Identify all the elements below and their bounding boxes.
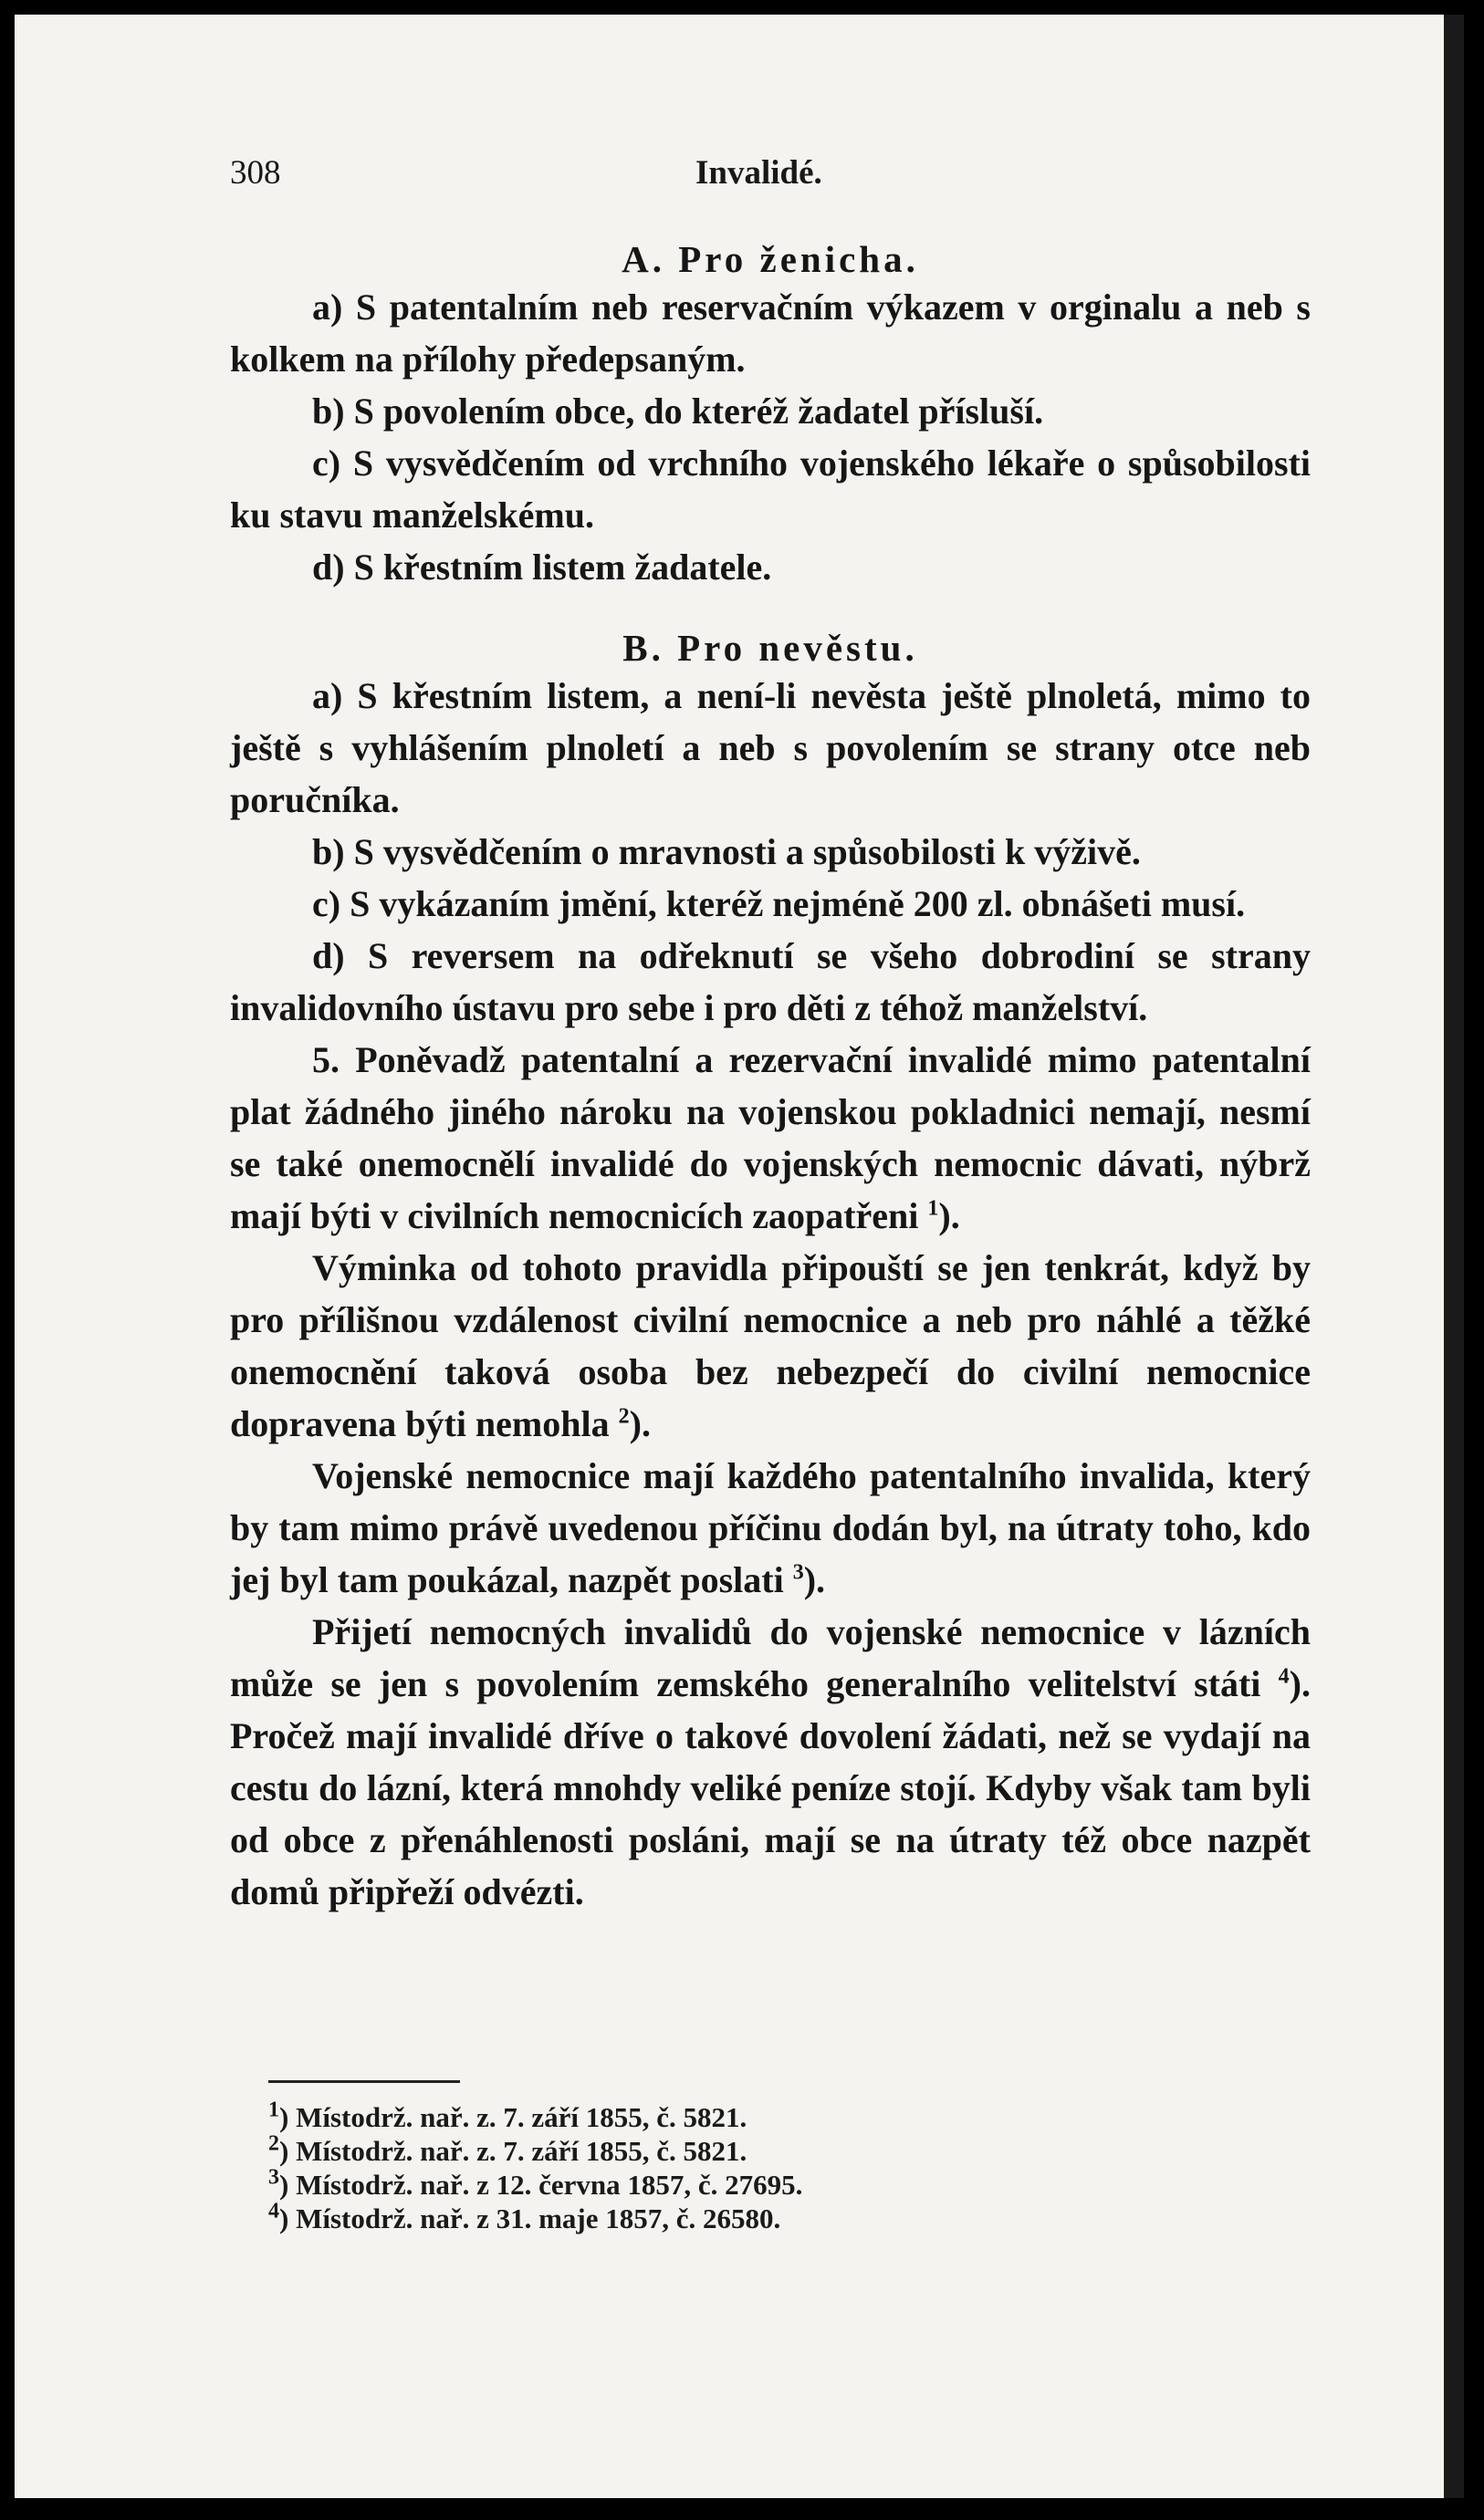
paragraph-tail: ). Pročež mají invalidé dříve o takové dovolení žádati, než se vydají na cestu do lázní, která mnohdy veliké peníze stojí. Kdyby však tam byli od obce z přenáhlenosti posláni, mají se na útraty též obce nazpět domů připřeží odvézti. [230, 1663, 1311, 1912]
footnote-item [268, 2165, 1090, 2202]
footnote-text: ) Místodrž. nař. z 12. června 1857, č. 27695. [279, 2169, 803, 2201]
section-gap [230, 593, 1311, 626]
page-number: 308 [230, 154, 281, 192]
footnote-ref: 4 [1278, 1664, 1290, 1689]
paragraph-text: Výminka od tohoto pravidla připouští se jen tenkrát, když by pro přílišnou vzdálenost civilní nemocnice a neb pro náhlé a těžké onemocnění taková osoba bez nebezpečí do civilní nemocnice dopravena býti nemohla [230, 1247, 1311, 1444]
section-a-item-b: b) S povolením obce, do kteréž žadatel přísluší. [312, 390, 1044, 432]
paragraph-text: Přijetí nemocných invalidů do vojenské nemocnice v lázních může se jen s povolením zemského generalního velitelství státi [230, 1611, 1311, 1704]
footnote-mark: 1 [268, 2098, 279, 2122]
footnotes [268, 2100, 1090, 2235]
section-b-item-b: b) S vysvědčením o mravnosti a spůsobilosti k výživě. [312, 831, 1141, 872]
section-b-item-c: c) S vykázaním jmění, kteréž nejméně 200 zl. obnášeti musí. [312, 883, 1246, 924]
section-b-item-a: a) S křestním listem, a není-li nevěsta ještě plnoletá, mimo to ještě s vyhlášením plnoletí a neb s povolením se strany otce neb poručníka. [230, 675, 1311, 820]
footnote-item [268, 2100, 1090, 2134]
footnote-item [268, 2131, 1090, 2168]
section-b-heading: B. Pro nevěstu. [622, 627, 918, 669]
paragraph-tail: . [816, 1559, 826, 1600]
running-title: Invalidé. [695, 154, 822, 192]
section-a-item-d: d) S křestním listem žadatele. [312, 547, 772, 588]
footnote-ref: 3 [792, 1560, 804, 1585]
footnote-text: ) Místodrž. nař. z. 7. září 1855, č. 5821. [279, 2101, 747, 2133]
paragraph-text: Vojenské nemocnice mají každého patentalního invalida, který by tam mimo právě uvedenou příčinu dodán byl, na útraty toho, kdo jej byl tam poukázal, nazpět poslati [230, 1455, 1311, 1600]
paragraph-5: 5. Poněvadž patentalní a rezervační invalidé mimo patentalní plat žádného jiného nároku na vojenskou pokladnici nemají, nesmí se také onemocnělí invalidé do vojenských nemocnic dávati, nýbrž mají býti v civilních nemocnicích zaopatřeni $^1$). [230, 1039, 1311, 1236]
section-a-item-a: a) S patentalním neb reservačním výkazem v orginalu a neb s kolkem na přílohy předepsaným. [230, 286, 1311, 380]
paragraph-tail: . [950, 1195, 960, 1236]
section-a-item-c: c) S vysvědčením od vrchního vojenského lékaře o spůsobilosti ku stavu manželskému. [230, 443, 1311, 536]
section-a-heading: A. Pro ženicha. [622, 238, 919, 280]
footnote-rule [268, 2080, 460, 2083]
footnote-item [268, 2199, 1090, 2235]
paragraph-tail: . [641, 1403, 651, 1444]
paragraph-exception: Výminka od tohoto pravidla připouští se jen tenkrát, když by pro přílišnou vzdálenost civilní nemocnice a neb pro náhlé a těžké onemocnění taková osoba bez nebezpečí do civilní nemocnice dopravena býti nemohla $^2$). [230, 1247, 1311, 1444]
book-page [15, 15, 1464, 2498]
paragraph-military-hospitals: Vojenské nemocnice mají každého patentalního invalida, který by tam mimo právě uvedenou příčinu dodán byl, na útraty toho, kdo jej byl tam poukázal, nazpět poslati $^3$). [230, 1455, 1311, 1600]
footnote-text: ) Místodrž. nař. z 31. maje 1857, č. 26580. [279, 2202, 781, 2234]
page-body [230, 237, 1311, 1918]
footnote-mark: 3 [268, 2165, 279, 2190]
section-b-item-d: d) S reversem na odřeknutí se všeho dobrodiní se strany invalidovního ústavu pro sebe i pro děti z téhož manželství. [230, 935, 1311, 1028]
paragraph-text: 5. Poněvadž patentalní a rezervační invalidé mimo patentalní plat žádného jiného nároku na vojenskou pokladnici nemají, nesmí se také onemocnělí invalidé do vojenských nemocnic dávati, nýbrž mají býti v civilních nemocnicích zaopatřeni [230, 1039, 1311, 1236]
footnote-ref: 1 [927, 1196, 939, 1221]
footnote-mark: 4 [268, 2199, 279, 2223]
footnote-mark: 2 [268, 2131, 279, 2156]
paragraph-spa-admission [230, 1606, 1311, 1918]
footnote-ref: 2 [618, 1404, 630, 1429]
footnote-text: ) Místodrž. nař. z. 7. září 1855, č. 5821. [279, 2135, 747, 2167]
page-header [230, 153, 1311, 199]
